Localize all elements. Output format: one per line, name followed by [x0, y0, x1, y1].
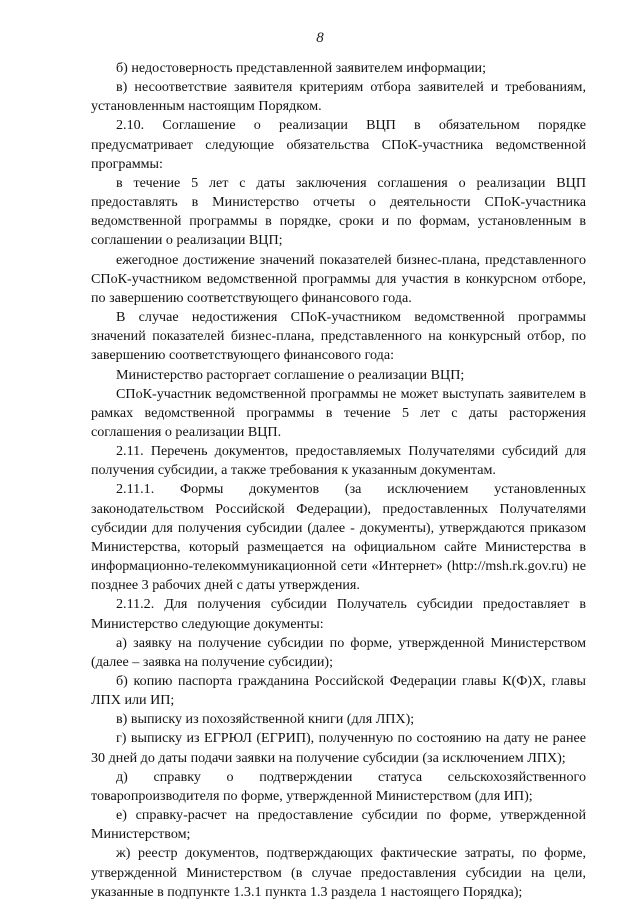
list-item-b-passport: б) копию паспорта гражданина Российской Федерации главы К(Ф)Х, главы ЛПХ или ИП; [91, 673, 586, 709]
paragraph-termination: Министерство расторгает соглашение о реализации ВЦП; [116, 366, 465, 383]
list-item-v-household-book: в) выписку из похозяйственной книги (для ЛПХ); [116, 711, 415, 728]
paragraph-item-b-inaccuracy: б) недостоверность представленной заявителем информации; [116, 60, 487, 76]
paragraph-2-11-1-forms: 2.11.1. Формы документов (за исключением установленных законодательством Российской Федерации), предоставленных Получателями субсидии для получения субсидии (далее - документы), утверждаются приказом Министерства, который размещается на официальном сайте Министерства в информационно-телекоммуникационной сети «Интернет» (http://msh.rk.gov.ru) не позднее 3 рабочих дней с даты утверждения. [91, 481, 586, 594]
paragraph-reports-obligation: в течение 5 лет с даты заключения соглашения о реализации ВЦП предоставлять в Министерство отчеты о деятельности СПоК-участника ведомственной программы в порядке, сроки и по формам, установленным в соглашении о реализации ВЦП; [91, 174, 586, 249]
list-item-a-application: а) заявку на получение субсидии по форме, утвержденной Министерством (далее – заявка на получение субсидии); [91, 634, 586, 670]
paragraph-indicators-obligation: ежегодное достижение значений показателей бизнес-плана, представленного СПоК-участником ведомственной программы для участия в конкурсном отборе, по завершению соответствующего финансового года. [91, 251, 586, 306]
paragraph-2-10-agreement: 2.10. Соглашение о реализации ВЦП в обязательном порядке предусматривает следующие обязательства СПоК-участника ведомственной программы: [91, 117, 586, 172]
list-item-e-calculation: е) справку-расчет на предоставление субсидии по форме, утвержденной Министерством; [91, 807, 586, 843]
page-number: 8 [316, 30, 324, 46]
paragraph-2-11-2-required-docs: 2.11.2. Для получения субсидии Получатель субсидии предоставляет в Министерство следующие документы: [91, 596, 586, 632]
paragraph-item-v-noncompliance: в) несоответствие заявителя критериям отбора заявителей и требованиям, установленным настоящим Порядком. [91, 79, 586, 115]
list-item-g-egrul-extract: г) выписку из ЕГРЮЛ (ЕГРИП), полученную по состоянию на дату не ранее 30 дней до даты подачи заявки на получение субсидии (за исключением ЛПХ); [91, 730, 586, 766]
paragraph-participant-restriction: СПоК-участник ведомственной программы не может выступать заявителем в рамках ведомственной программы в течение 5 лет с даты расторжения соглашения о реализации ВЦП. [91, 385, 586, 440]
list-item-d-producer-status: д) справку о подтверждении статуса сельскохозяйственного товаропроизводителя по форме, утвержденной Министерством (для ИП); [91, 768, 586, 804]
list-item-zh-expense-register: ж) реестр документов, подтверждающих фактические затраты, по форме, утвержденной Министерством (в случае предоставления субсидии на цели, указанные в подпункте 1.3.1 пункта 1.3 раздела 1 настоящего Порядка); [91, 845, 586, 900]
paragraph-non-achievement: В случае недостижения СПоК-участником ведомственной программы значений показателей бизнес-плана, представленного на конкурсный отбор, по завершению соответствующего финансового года: [91, 309, 586, 364]
paragraph-2-11-documents-list: 2.11. Перечень документов, предоставляемых Получателями субсидий для получения субсидии, а также требования к указанным документам. [91, 443, 586, 479]
document-body [91, 59, 586, 902]
